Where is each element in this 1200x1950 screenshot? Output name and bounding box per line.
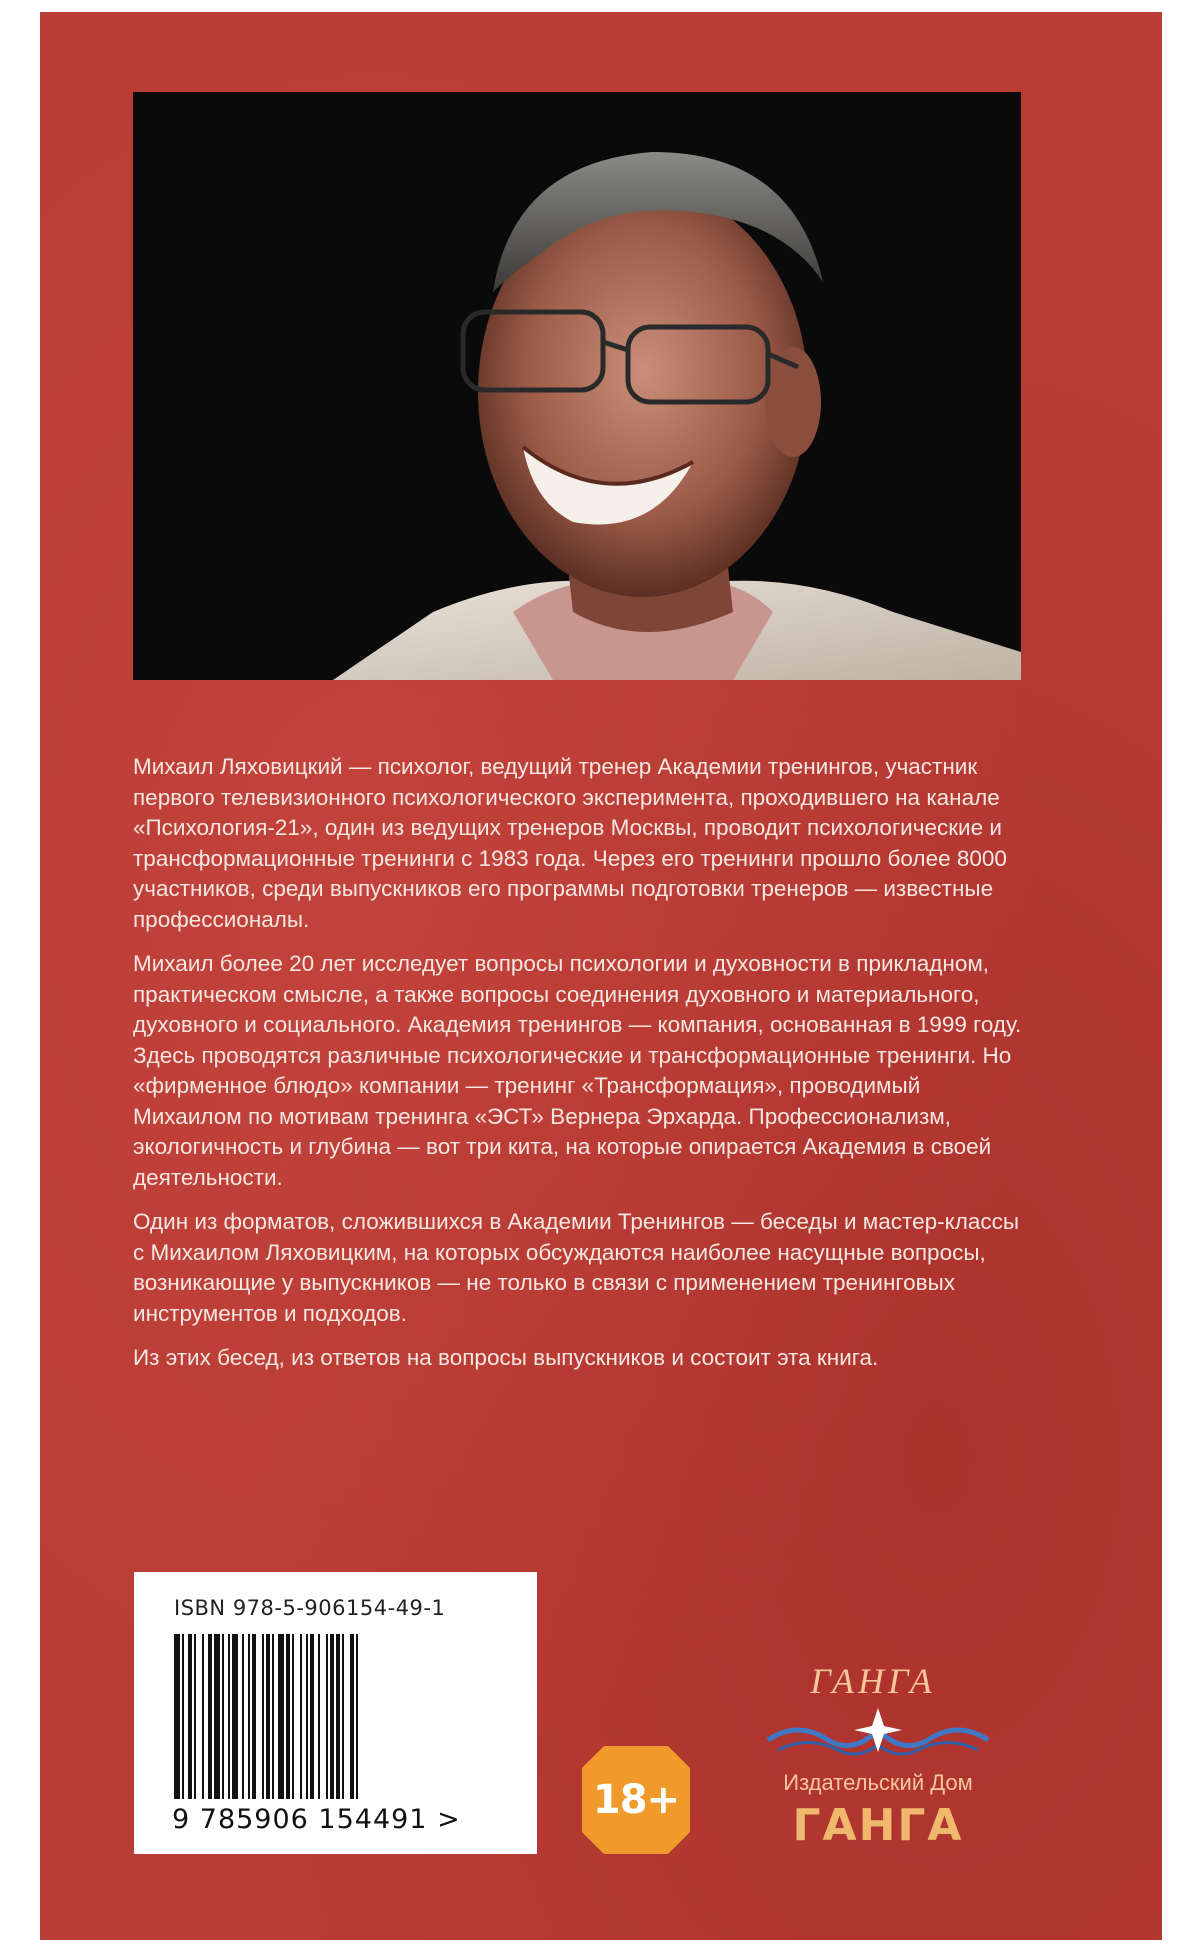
- bio-paragraph-1: Михаил Ляховицкий — психолог, ведущий тренер Академии тренингов, участник первого телевизионного психологического эксперимента, проходившего на канале «Психология-21», один из ведущих тренеров Москвы, проводит психологические и трансформационные тренинги с 1983 года. Через его тренинги прошло более 8000 участников, среди выпускников его программы подготовки тренеров — известные профессионалы.: [133, 754, 1007, 932]
- publisher-subtitle: Издательский Дом: [783, 1770, 973, 1795]
- publisher-logo: [758, 1660, 1008, 1870]
- author-portrait-illustration: [133, 92, 1021, 680]
- barcode-digits: 9 785906 154491 >: [172, 1804, 461, 1835]
- bio-paragraph-4: Из этих бесед, из ответов на вопросы выпускников и состоит эта книга.: [133, 1345, 879, 1370]
- bio-paragraph-2: Михаил более 20 лет исследует вопросы психологии и духовности в прикладном, практическом смысле, а также вопросы соединения духовного и материального, духовного и социального. Академия тренингов — компания, основанная в 1999 году. Здесь проводятся различные психологические и трансформационные тренинги. Но «фирменное блюдо» компании — тренинг «Трансформация», проводимый Михаилом по мотивам тренинга «ЭСТ» Вернера Эрхарда. Профессионализм, экологичность и глубина — вот три кита, на которые опирается Академия в своей деятельности.: [133, 951, 1022, 1190]
- publisher-logo-word: ГАНГА: [810, 1661, 936, 1701]
- barcode-graphic: [174, 1634, 494, 1804]
- bio-paragraph-3: Один из форматов, сложившихся в Академии Тренингов — беседы и мастер-классы с Михаилом Ляховицким, на которых обсуждаются наиболее насущные вопросы, возникающие у выпускников — не только в связи с применением тренинговых инструментов и подходов.: [133, 1209, 1020, 1326]
- author-photo: [133, 92, 1021, 680]
- barcode-label: [134, 1572, 537, 1854]
- publisher-name: ГАНГА: [792, 1800, 964, 1851]
- isbn-number: ISBN 978-5-906154-49-1: [174, 1596, 446, 1620]
- wave-star-icon: [758, 1700, 998, 1770]
- age-rating-badge: [582, 1746, 690, 1854]
- age-rating-label: 18+: [592, 1777, 680, 1823]
- author-bio: [133, 752, 1033, 1388]
